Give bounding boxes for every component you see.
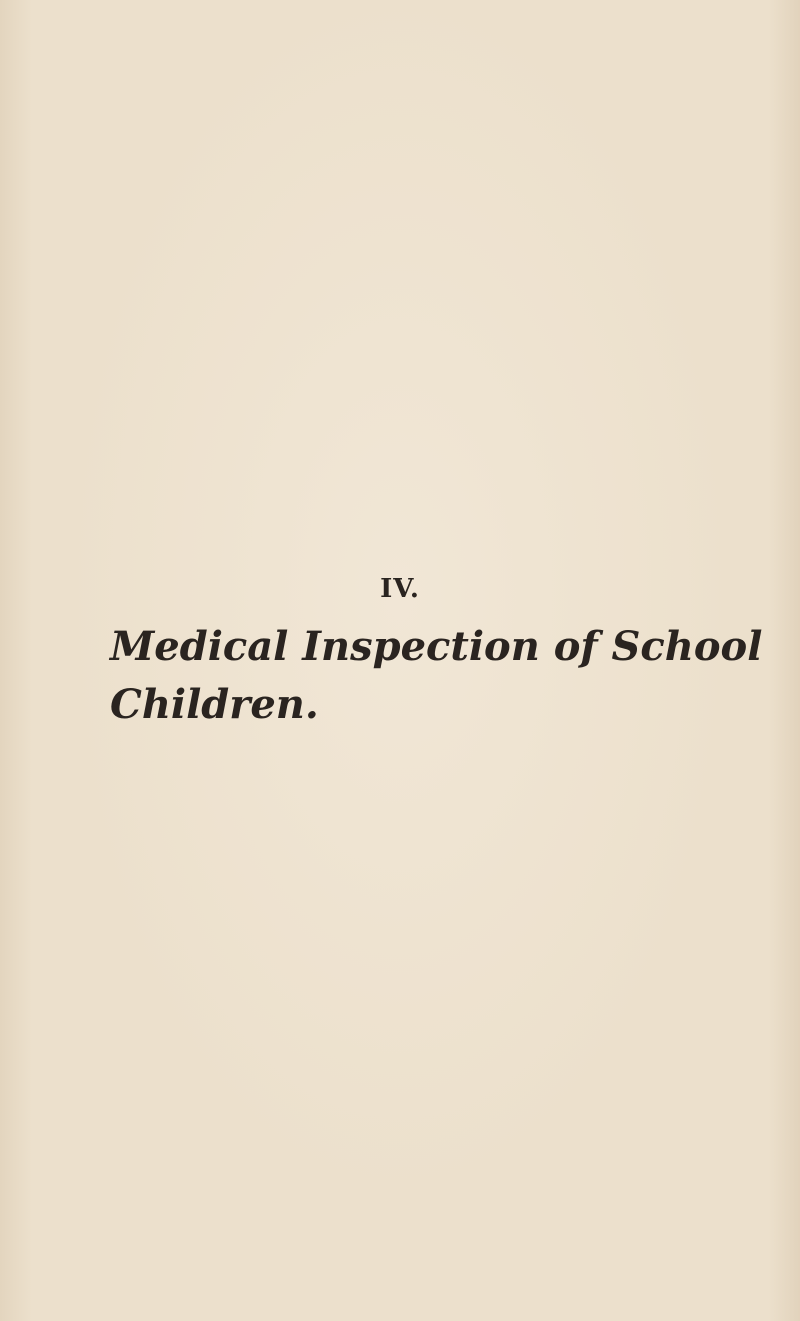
section-number: IV. — [380, 574, 420, 604]
title-line-1: Medical Inspection of School — [110, 623, 763, 670]
page-title — [110, 618, 763, 734]
title-line-2: Children. — [110, 681, 319, 728]
